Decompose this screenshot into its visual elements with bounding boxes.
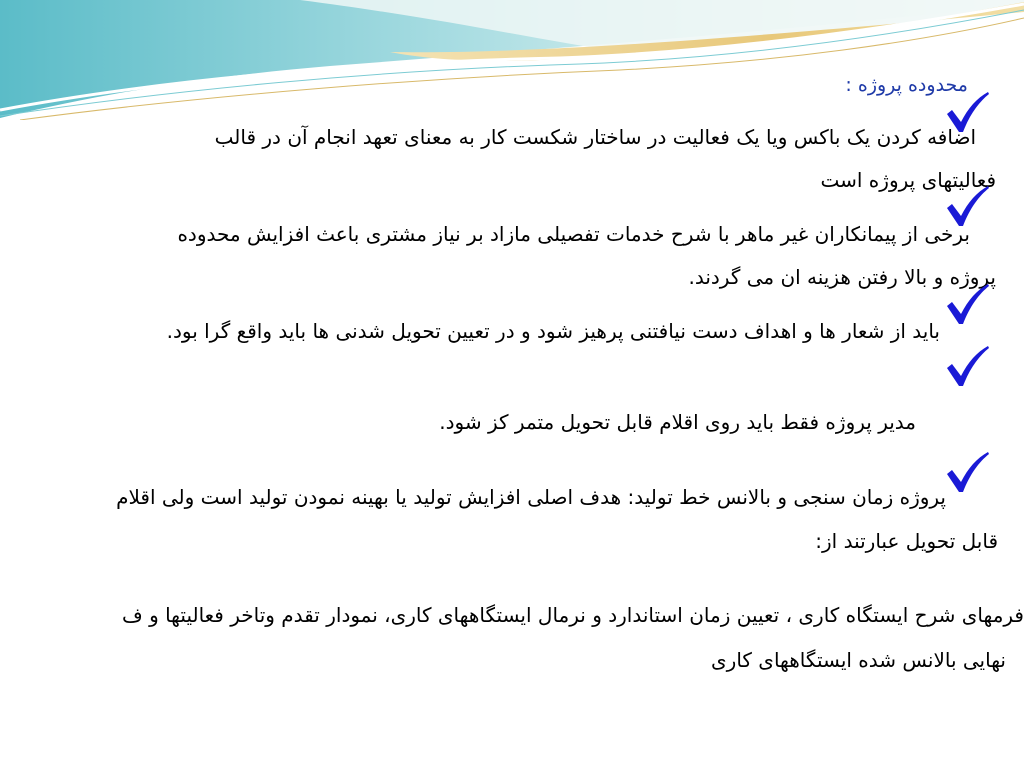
bullet-5-line-2: قابل تحویل عبارتند از: (815, 529, 998, 553)
checkmark-icon (944, 282, 990, 328)
bullet-3-line-1: باید از شعار ها و اهداف دست نیافتنی پرهیز شود و در تعیین تحویل شدنی ها باید واقع گرا بود. (166, 319, 940, 343)
deliverables-line-1: فرمهای شرح ایستگاه کاری ، تعیین زمان استاندارد و نرمال ایستگاههای کاری، نمودار تقدم وتاخر فعالیتها و ف (121, 603, 1024, 627)
bullet-1-line-1: اضافه کردن یک باکس ویا یک فعالیت در ساختار شکست کار به معنای تعهد انجام آن در قالب (214, 125, 976, 149)
bullet-1-line-2: فعالیتهای پروژه است (820, 168, 996, 192)
deliverables-line-2: نهایی بالانس شده ایستگاههای کاری (711, 648, 1006, 672)
bullet-4-line-1: مدیر پروژه فقط باید روی اقلام قابل تحویل متمر کز شود. (439, 410, 916, 434)
checkmark-icon (944, 344, 990, 390)
checkmark-icon (944, 450, 990, 496)
bullet-2-line-1: برخی از پیمانکاران غیر ماهر با شرح خدمات تفصیلی مازاد بر نیاز مشتری باعث افزایش محدوده (177, 222, 970, 246)
bullet-2-line-2: پروژه و بالا رفتن هزینه ان می گردند. (688, 265, 996, 289)
slide-title: محدوده پروژه : (845, 74, 968, 96)
header-wave-decoration (0, 0, 1024, 120)
bullet-5-line-1: پروژه زمان سنجی و بالانس خط تولید: هدف اصلی افزایش تولید یا بهینه نمودن تولید است ولی اقلام (116, 485, 946, 509)
